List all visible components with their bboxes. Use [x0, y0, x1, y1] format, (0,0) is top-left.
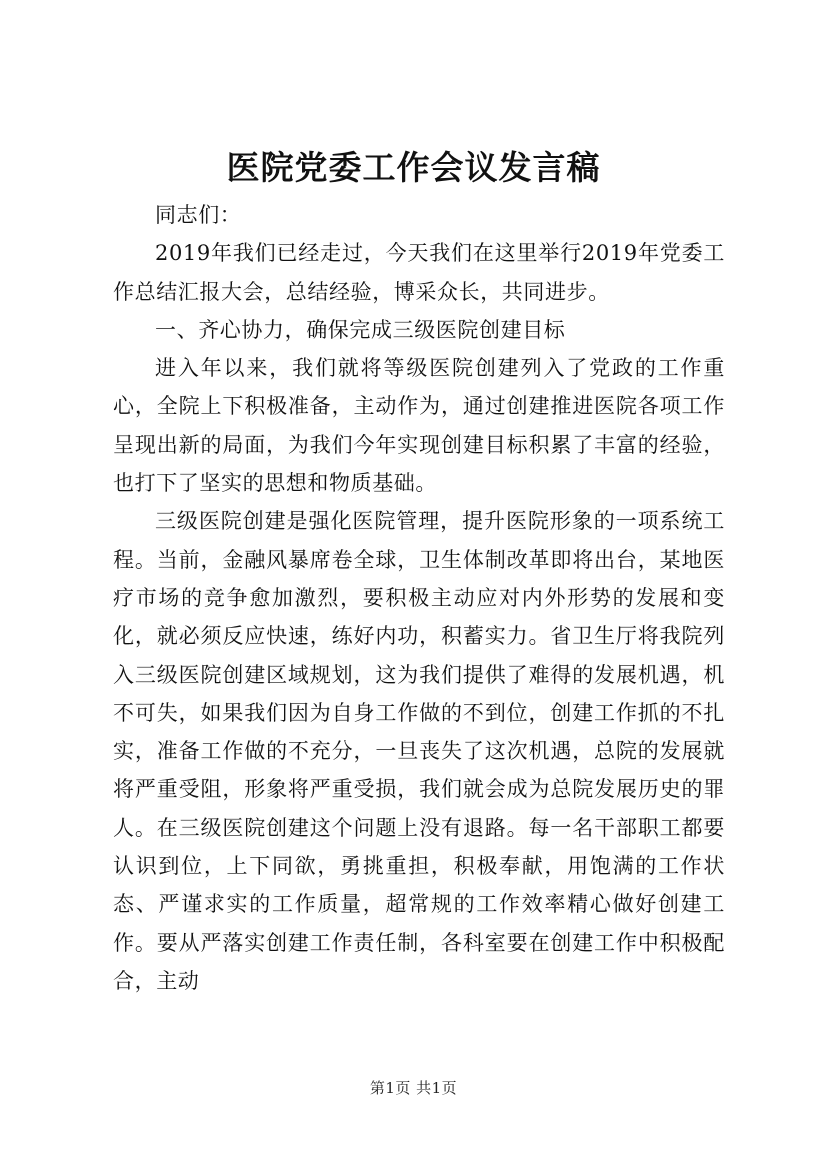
- document-body: [113, 196, 725, 1000]
- intro-paragraph: 2019年我们已经走过，今天我们在这里举行2019年党委工作总结汇报大会，总结经验，博采众长，共同进步。: [113, 241, 725, 304]
- salutation-paragraph: 同志们：: [155, 203, 242, 227]
- body-paragraph: 进入年以来，我们就将等级医院创建列入了党政的工作重心，全院上下积极准备，主动作为，通过创建推进医院各项工作呈现出新的局面，为我们今年实现创建目标积累了丰富的经验，也打下了坚实的思想和物质基础。: [113, 356, 725, 496]
- section-heading: 一、齐心协力，确保完成三级医院创建目标: [155, 317, 566, 342]
- document-title: 医院党委工作会议发言稿: [226, 148, 601, 187]
- page-footer: 第1页 共1页: [369, 1079, 458, 1097]
- body-paragraph: 三级医院创建是强化医院管理，提升医院形象的一项系统工程。当前，金融风暴席卷全球，卫生体制改革即将出台，某地医疗市场的竞争愈加激烈，要积极主动应对内外形势的发展和变化，就必须反应快速，练好内功，积蓄实力。省卫生厅将我院列入三级医院创建区域规划，这为我们提供了难得的发展机遇，机不可失，如果我们因为自身工作做的不到位，创建工作抓的不扎实，准备工作做的不充分，一旦丧失了这次机遇，总院的发展就将严重受阻，形象将严重受损，我们就会成为总院发展历史的罪人。在三级医院创建这个问题上没有退路。每一名干部职工都要认识到位，上下同欲，勇挑重担，积极奉献，用饱满的工作状态、严谨求实的工作质量，超常规的工作效率精心做好创建工作。要从严落实创建工作责任制，各科室要在创建工作中积极配合，主动: [113, 509, 725, 993]
